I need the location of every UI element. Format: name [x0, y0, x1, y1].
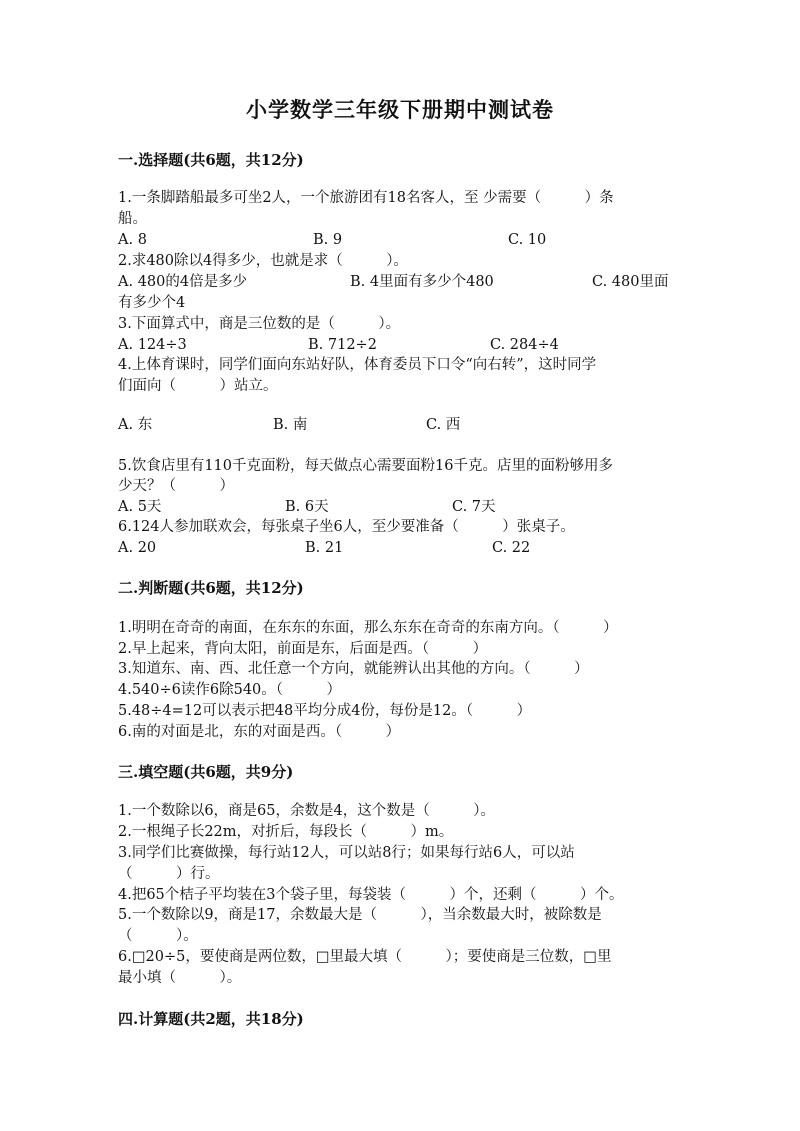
choice-q2-option-a: A. 480的4倍是多少: [118, 274, 248, 290]
fill-q3-text: 3.同学们比赛做操，每行站12人，可以站8行；如果每行站6人，可以站: [118, 845, 575, 861]
judge-item: 4.540÷6读作6除540。（ ）: [118, 682, 342, 698]
fill-q2-text: 2.一根绳子长22m，对折后，每段长（ ）m。: [118, 824, 454, 840]
fill-q4-text: 4.把65个桔子平均装在3个袋子里，每袋装（ ）个，还剩（ ）个。: [118, 887, 624, 903]
choice-q5-option-a: A. 5天: [118, 499, 162, 515]
fill-q1-text: 1.一个数除以6，商是65，余数是4，这个数是（ ）。: [118, 803, 495, 819]
choice-q1-text-cont: 船。: [118, 211, 147, 227]
choice-q3-option-c: C. 284÷4: [490, 337, 559, 353]
choice-q1-option-c: C. 10: [508, 232, 547, 248]
choice-q2-option-c-cont: 有多少个4: [118, 295, 186, 311]
choice-q4-option-b: B. 南: [273, 417, 308, 433]
choice-q2-text: 2.求480除以4得多少，也就是求（ ）。: [118, 253, 408, 269]
choice-q4-text: 4.上体育课时，同学们面向东站好队，体育委员下口令“向右转”，这时同学: [118, 357, 597, 373]
choice-q3-text: 3.下面算式中，商是三位数的是（ ）。: [118, 316, 401, 332]
section-heading-fill: 三.填空题(共6题，共9分): [118, 763, 294, 781]
choice-q4-options: [118, 415, 682, 435]
judge-item: 3.知道东、南、西、北任意一个方向，就能辨认出其他的方向。（ ）: [118, 661, 589, 677]
fill-q5-text-cont: （ ）。: [118, 928, 198, 944]
fill-q6-text-cont: 最小填（ ）。: [118, 970, 242, 986]
choice-q4-text-cont: 们面向（ ）站立。: [118, 378, 278, 394]
choice-q6-text: 6.124人参加联欢会，每张桌子坐6人，至少要准备（ ）张桌子。: [118, 519, 575, 535]
choice-q5-options: [118, 497, 682, 517]
choice-q1-options: [118, 230, 682, 250]
page-title: 小学数学三年级下册期中测试卷: [246, 97, 554, 122]
choice-q6-option-a: A. 20: [118, 540, 157, 556]
choice-q2-option-c: C. 480里面: [592, 274, 669, 290]
fill-q3-text-cont: （ ）行。: [118, 866, 220, 882]
choice-q1-text: 1.一条脚踏船最多可坐2人，一个旅游团有18名客人，至 少需要（ ）条: [118, 190, 614, 206]
section-heading-compute: 四.计算题(共2题，共18分): [118, 1010, 304, 1028]
choice-q6-option-c: C. 22: [492, 540, 531, 556]
choice-q5-text: 5.饮食店里有110千克面粉，每天做点心需要面粉16千克。店里的面粉够用多: [118, 458, 613, 474]
judge-item: 1.明明在奇奇的南面，在东东的东面，那么东东在奇奇的东南方向。（ ）: [118, 620, 618, 636]
choice-q3-option-a: A. 124÷3: [118, 337, 187, 353]
choice-q2-option-b: B. 4里面有多少个480: [350, 274, 494, 290]
choice-q1-option-a: A. 8: [118, 232, 147, 248]
choice-q3-options: [118, 335, 682, 355]
judge-item: 2.早上起来，背向太阳，前面是东，后面是西。（ ）: [118, 641, 488, 657]
choice-q5-text-cont: 少天？（ ）: [118, 478, 234, 494]
section-heading-choice: 一.选择题(共6题，共12分): [118, 151, 304, 169]
section-heading-judge: 二.判断题(共6题，共12分): [118, 579, 304, 597]
judge-item: 6.南的对面是北，东的对面是西。（ ）: [118, 724, 401, 740]
choice-q3-option-b: B. 712÷2: [308, 337, 377, 353]
choice-q4-option-c: C. 西: [426, 417, 461, 433]
choice-q1-option-b: B. 9: [313, 232, 343, 248]
choice-q5-option-c: C. 7天: [452, 499, 496, 515]
choice-q6-options: [118, 538, 682, 558]
choice-q6-option-b: B. 21: [305, 540, 344, 556]
choice-q4-option-a: A. 东: [118, 417, 153, 433]
choice-q2-options: [118, 272, 682, 292]
judge-item: 5.48÷4=12可以表示把48平均分成4份，每份是12。（ ）: [118, 703, 532, 719]
fill-q6-text: 6.□20÷5，要使商是两位数，□里最大填（ ）；要使商是三位数，□里: [118, 949, 612, 965]
fill-q5-text: 5.一个数除以9，商是17，余数最大是（ ），当余数最大时，被除数是: [118, 907, 602, 923]
choice-q5-option-b: B. 6天: [285, 499, 329, 515]
